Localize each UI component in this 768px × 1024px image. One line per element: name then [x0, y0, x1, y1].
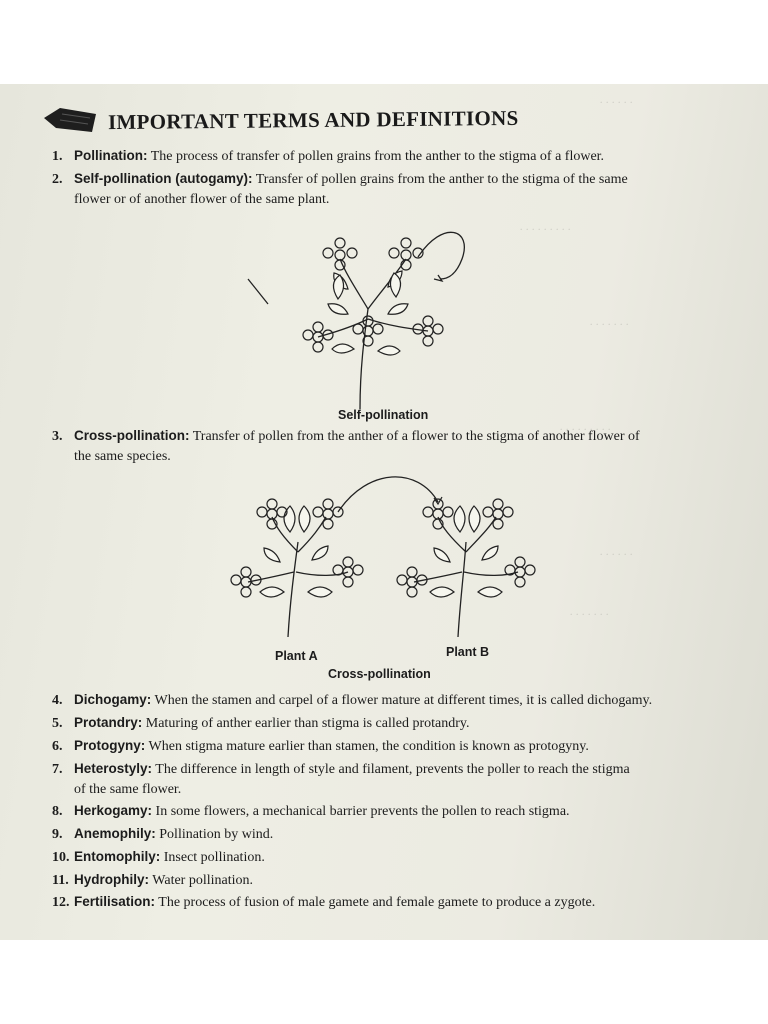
term-name: Cross-pollination: [74, 428, 190, 443]
term-item [52, 870, 752, 891]
term-item [52, 759, 752, 800]
term-definition: Transfer of pollen grains from the anther to the stigma of the same [255, 172, 628, 187]
term-item [52, 824, 752, 845]
term-item [52, 146, 752, 167]
term-number: 8. [52, 804, 63, 819]
term-name: Pollination: [74, 148, 148, 163]
cross-pollination-caption: Cross-pollination [328, 667, 431, 681]
self-pollination-caption: Self-pollination [338, 408, 429, 422]
plant-b-label: Plant B [446, 645, 490, 659]
term-name: Hydrophily: [74, 872, 150, 887]
term-number: 4. [52, 693, 63, 708]
term-number: 9. [52, 827, 63, 842]
term-item [52, 736, 752, 757]
page-title: IMPORTANT TERMS AND DEFINITIONS [107, 105, 519, 134]
show-through-text: . . . . . . [600, 544, 633, 558]
term-definition-continued: flower or of another flower of the same plant. [74, 192, 330, 207]
term-name: Herkogamy: [74, 803, 153, 818]
term-definition: When stigma mature earlier than stamen, the condition is known as protogyny. [148, 739, 589, 754]
show-through-text: . . . . . . . . . [560, 419, 611, 433]
term-item [52, 426, 752, 467]
show-through-text: . . . . . . . [590, 314, 629, 328]
term-number: 2. [52, 172, 63, 187]
term-number: 10. [52, 850, 70, 865]
term-definition: The difference in length of style and filament, prevents the poller to reach the stigma [155, 762, 630, 777]
term-definition: The process of fusion of male gamete and female gamete to produce a zygote. [158, 895, 596, 910]
term-name: Dichogamy: [74, 692, 152, 707]
term-name: Entomophily: [74, 849, 161, 864]
term-definition: Maturing of anther earlier than stigma is called protandry. [145, 716, 470, 731]
term-name: Protogyny: [74, 738, 146, 753]
show-through-text: . . . . . . . . . [520, 219, 571, 233]
term-name: Self-pollination (autogamy): [74, 171, 253, 186]
show-through-text: . . . . . . . [570, 604, 609, 618]
term-item [52, 892, 752, 913]
heading-banner-icon [42, 106, 98, 134]
show-through-text: . . . . . . [600, 92, 633, 106]
textbook-page [0, 84, 768, 940]
term-name: Fertilisation: [74, 894, 156, 909]
term-item [52, 801, 752, 822]
cross-pollination-diagram [228, 472, 548, 642]
term-definition: Transfer of pollen from the anther of a flower to the stigma of another flower of [192, 429, 640, 444]
term-definition: When the stamen and carpel of a flower mature at different times, it is called dichogamy. [154, 693, 653, 708]
plant-a-label: Plant A [275, 649, 318, 663]
self-pollination-diagram [228, 219, 478, 409]
term-item [52, 690, 752, 711]
term-definition: Water pollination. [152, 873, 253, 888]
term-number: 5. [52, 716, 63, 731]
term-number: 11. [52, 873, 69, 888]
term-name: Protandry: [74, 715, 143, 730]
term-definition-continued: the same species. [74, 449, 171, 464]
term-definition: Insect pollination. [163, 850, 265, 865]
term-definition-continued: of the same flower. [74, 782, 182, 797]
term-item [52, 169, 752, 210]
term-number: 6. [52, 739, 63, 754]
term-definition: Pollination by wind. [159, 827, 274, 842]
term-item [52, 713, 752, 734]
term-number: 1. [52, 149, 63, 164]
term-definition: The process of transfer of pollen grains from the anther to the stigma of a flower. [150, 149, 605, 164]
term-name: Anemophily: [74, 826, 156, 841]
term-name: Heterostyly: [74, 761, 153, 776]
term-number: 3. [52, 429, 63, 444]
term-definition: In some flowers, a mechanical barrier prevents the pollen to reach stigma. [155, 804, 570, 819]
term-item [52, 847, 752, 868]
term-number: 7. [52, 762, 63, 777]
term-number: 12. [52, 895, 70, 910]
heading-block [42, 106, 519, 134]
